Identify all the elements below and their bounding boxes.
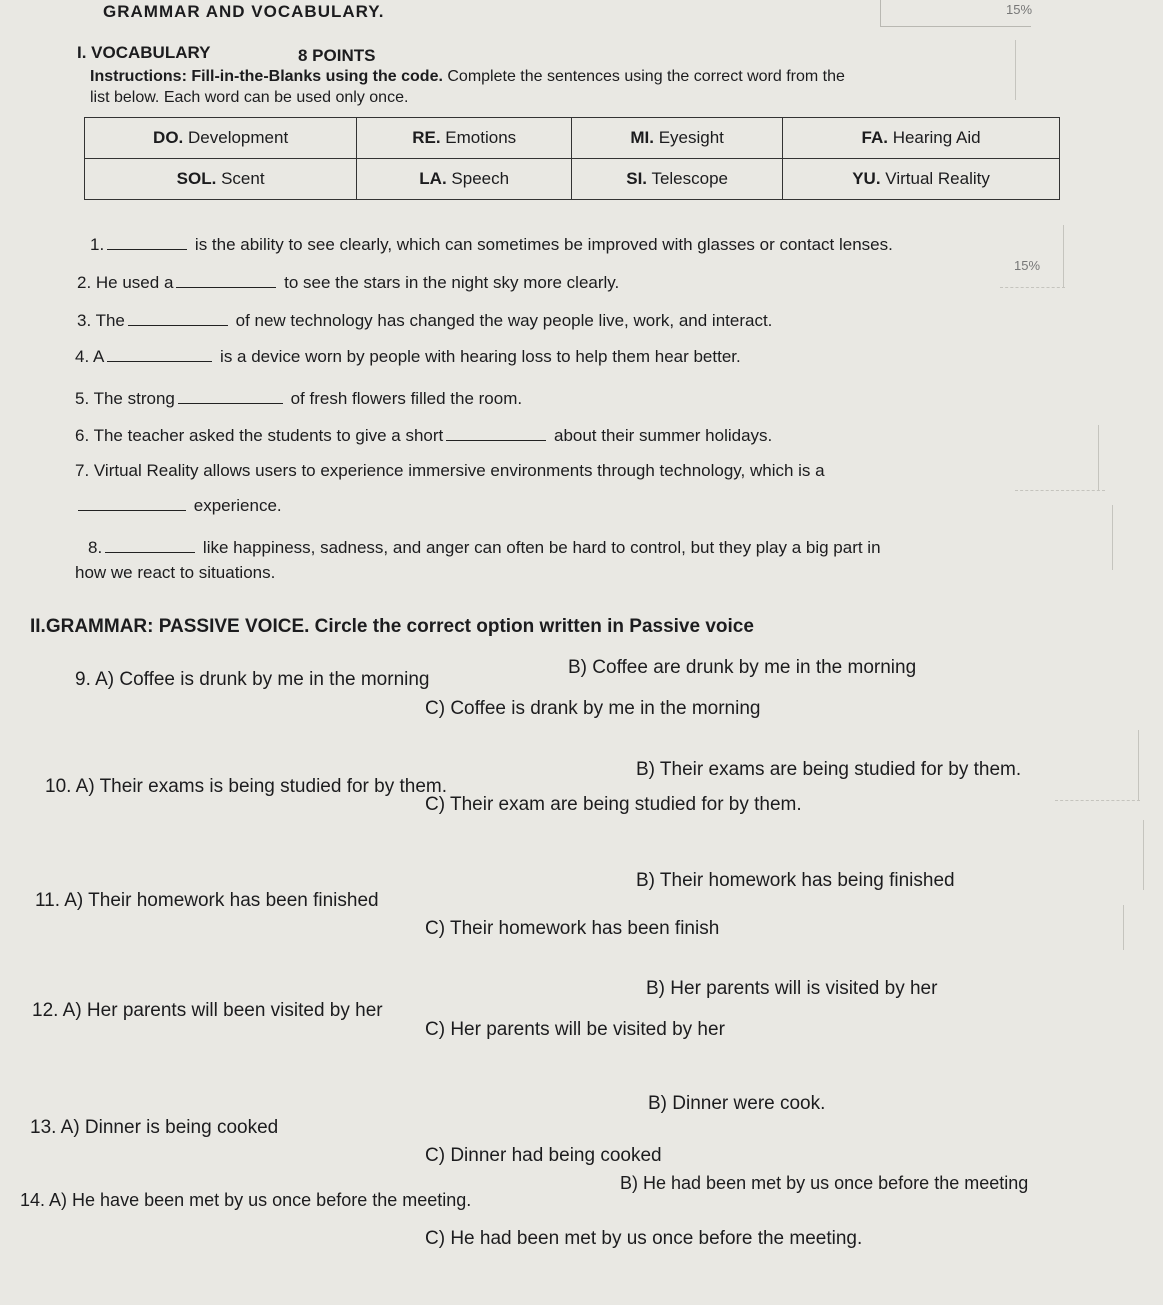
vocabulary-points: 8 POINTS (298, 46, 376, 65)
instructions-line-1: Complete the sentences using the correct word from the (447, 68, 845, 85)
vocab-question-6: 6. The teacher asked the students to give a short about their summer holidays. (75, 426, 773, 445)
score-percent: 15% (1006, 2, 1033, 17)
q10-option-b[interactable]: B) Their exams are being studied for by them. (636, 759, 1022, 780)
vocab-question-8: 8. like happiness, sadness, and anger can often be hard to control, but they play a big part in (88, 538, 881, 557)
margin-line (1015, 40, 1016, 100)
q9-option-c[interactable]: C) Coffee is drank by me in the morning (425, 698, 761, 719)
margin-line (1112, 505, 1113, 570)
vocab-question-2: 2. He used a to see the stars in the night sky more clearly. (77, 273, 620, 292)
q12-option-a[interactable]: 12. A) Her parents will been visited by her (32, 1000, 383, 1021)
word-bank-cell: FA. Hearing Aid (783, 118, 1060, 159)
q9-option-b[interactable]: B) Coffee are drunk by me in the morning (568, 657, 917, 678)
q11-option-b[interactable]: B) Their homework has being finished (636, 870, 955, 891)
answer-blank[interactable] (176, 287, 276, 288)
vocab-question-3: 3. The of new technology has changed the way people live, work, and interact. (77, 311, 773, 330)
vocab-question-7: 7. Virtual Reality allows users to experience immersive environments through technology, which is a (75, 461, 825, 480)
word-bank-cell: LA. Speech (357, 159, 572, 200)
vocabulary-instructions (90, 68, 845, 86)
vocab-question-7-line-2: experience. (75, 496, 282, 516)
q14-option-a[interactable]: 14. A) He have been met by us once before the meeting. (20, 1190, 472, 1210)
q11-option-c[interactable]: C) Their homework has been finish (425, 918, 720, 939)
q10-option-c[interactable]: C) Their exam are being studied for by them. (425, 794, 802, 815)
margin-line (1098, 425, 1099, 490)
q9-option-a[interactable]: 9. A) Coffee is drunk by me in the morning (75, 669, 430, 690)
grammar-section-title: II.GRAMMAR: PASSIVE VOICE. Circle the correct option written in Passive voice (30, 616, 754, 637)
q14-option-c[interactable]: C) He had been met by us once before the meeting. (425, 1228, 863, 1249)
vocab-question-8-line-2: how we react to situations. (75, 563, 276, 582)
vocabulary-section-title: I. VOCABULARY (77, 43, 211, 62)
answer-blank[interactable] (105, 552, 195, 553)
word-bank-row (85, 118, 1060, 159)
q13-option-a[interactable]: 13. A) Dinner is being cooked (30, 1117, 279, 1138)
word-bank-cell: YU. Virtual Reality (783, 159, 1060, 200)
margin-line (1063, 225, 1064, 287)
vocab-question-5: 5. The strong of fresh flowers filled the room. (75, 389, 523, 408)
worksheet-title: GRAMMAR AND VOCABULARY. (103, 2, 385, 21)
margin-line (1123, 905, 1124, 950)
answer-blank[interactable] (178, 403, 283, 404)
word-bank-row (85, 159, 1060, 200)
word-bank-cell: SOL. Scent (85, 159, 357, 200)
margin-dash (1015, 490, 1105, 491)
q12-option-c[interactable]: C) Her parents will be visited by her (425, 1019, 725, 1040)
q14-option-b[interactable]: B) He had been met by us once before the meeting (620, 1173, 1029, 1193)
answer-blank[interactable] (446, 440, 546, 441)
margin-dash (1000, 287, 1065, 288)
q10-option-a[interactable]: 10. A) Their exams is being studied for by them. (45, 776, 448, 797)
word-bank-cell: RE. Emotions (357, 118, 572, 159)
side-percent: 15% (1014, 258, 1041, 273)
vocab-question-1: 1. is the ability to see clearly, which can sometimes be improved with glasses or contact lenses. (90, 235, 893, 254)
answer-blank[interactable] (107, 249, 187, 250)
word-bank-cell: SI. Telescope (572, 159, 783, 200)
instructions-bold: Instructions: Fill-in-the-Blanks using the code. (90, 68, 443, 85)
word-bank-cell: MI. Eyesight (572, 118, 783, 159)
answer-blank[interactable] (78, 510, 186, 511)
vocab-question-4: 4. A is a device worn by people with hearing loss to help them hear better. (75, 347, 741, 366)
answer-blank[interactable] (128, 325, 228, 326)
q11-option-a[interactable]: 11. A) Their homework has been finished (35, 890, 379, 911)
q13-option-c[interactable]: C) Dinner had being cooked (425, 1145, 662, 1166)
margin-line (1143, 820, 1144, 890)
q12-option-b[interactable]: B) Her parents will is visited by her (646, 978, 938, 999)
instructions-line-2: list below. Each word can be used only once. (90, 89, 409, 106)
margin-line (1138, 730, 1139, 800)
word-bank-table (84, 117, 1060, 200)
margin-dash (1055, 800, 1140, 801)
q13-option-b[interactable]: B) Dinner were cook. (648, 1093, 826, 1114)
word-bank-cell: DO. Development (85, 118, 357, 159)
answer-blank[interactable] (107, 361, 212, 362)
